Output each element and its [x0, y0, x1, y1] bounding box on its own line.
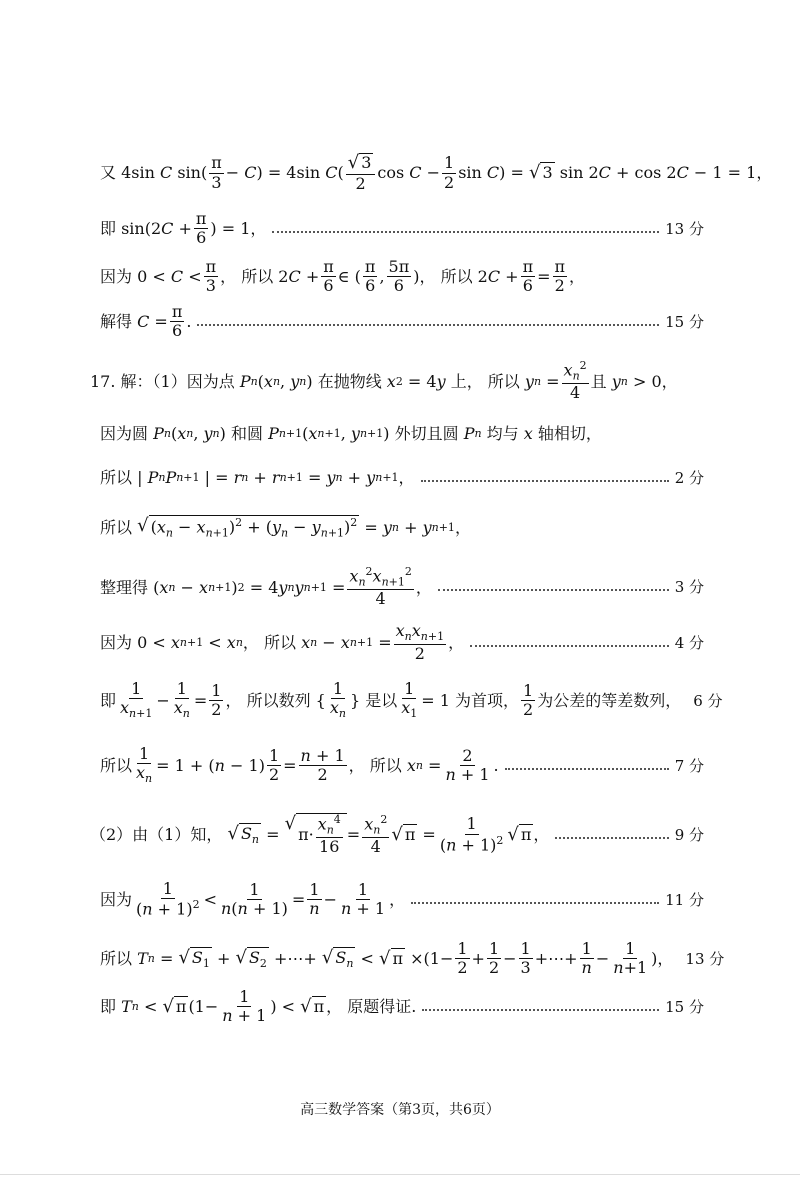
dot-leader [438, 589, 669, 591]
math-expression: 因为 0 < C < $\frac{\pi}{3}$ ， 所以 2 C + $\frac{\pi}{6}$ ∈ ( $\frac{\pi}{6}$ , $\frac{5\pi}{6}$ )， 所以 2 C + $\frac{\pi}{6}$ = $\frac{\pi}{2}$ ， [100, 257, 586, 296]
solution-line-9 [100, 566, 704, 609]
math-expression: 即 sin(2 C + $\frac{\pi}{6}$ ) = 1， [100, 209, 267, 248]
score-label: 2 分 [674, 468, 704, 487]
score-label: 9 分 [674, 825, 704, 844]
dot-leader [421, 480, 669, 482]
dot-leader [197, 324, 659, 326]
solution-line-14 [100, 880, 704, 919]
math-expression: 因为 $\frac{1}{(n + 1)^2}$ < $\frac{1}{n(n + 1)}$ = $\frac{1}{n}$ − $\frac{1}{n + 1}$ ， [100, 879, 406, 919]
math-expression: 所以 T n = √ $S_1$ + √ $S_2$ +⋯+ √ $S_n$ < √ π ×(1− $\frac{1}{2}$ + $\frac{1}{2}$ − $\frac{1}{3}$ +⋯+ $\frac{1}{n}$ − $\frac{1}{n+1}$ )， [100, 939, 674, 978]
score-label: 4 分 [674, 633, 704, 652]
math-expression: 所以 $\frac{1}{x_n}$ = 1 + ( n − 1) $\frac{1}{2}$ = $\frac{n + 1}{2}$ ， 所以 x n = $\frac{2}{n + 1}$ . [100, 744, 499, 786]
score-label: 7 分 [674, 756, 704, 775]
solution-line-16 [100, 988, 704, 1026]
score-label: 3 分 [674, 578, 704, 597]
dot-leader [470, 645, 669, 647]
math-expression: 因为 0 < x n+1 < x n ， 所以 x n − x n+1 = $\frac{x_nx_{n+1}}{2}$ ， [100, 621, 465, 663]
score-label: 15 分 [665, 997, 704, 1016]
score-label: 15 分 [665, 312, 704, 331]
dot-leader [411, 902, 659, 904]
solution-line-12 [100, 745, 704, 786]
solution-line-8 [100, 515, 704, 540]
page-footer: 高三数学答案（第3页，共6页） [300, 1102, 500, 1118]
solution-line-10 [100, 622, 704, 663]
math-expression: 因为圆 P n ( x n , y n ) 和圆 P n+1 ( x n+1 , y n+1 ) 外切且圆 P n 均与 x 轴相切， [100, 424, 602, 443]
math-expression: 所以 √ $(x_n - x_{n+1})^2 + (y_n - y_{n+1})^2$ = y n + y n+1 ， [100, 515, 471, 540]
math-expression: 所以 | P n P n+1 | = r n + r n+1 = y n + y n+1 ， [100, 468, 415, 487]
solution-line-2 [100, 210, 704, 248]
dot-leader [555, 837, 668, 839]
score-label: 11 分 [665, 890, 704, 909]
score-label: 13 分 [665, 219, 704, 238]
dot-leader [422, 1009, 659, 1011]
math-expression: （2）由（1）知， √ $S_n$ = √ π· $\frac{x_n^4}{16}$ = $\frac{x_n^2}{4}$ √ π = $\frac{1}{(n + 1)^2}$ √ π ， [90, 812, 550, 857]
bottom-divider [0, 1174, 800, 1175]
math-expression: 又 4sin C sin( $\frac{\pi}{3}$ − C ) = 4sin C ( √ 3 2 cos C − $\frac{1}{2}$ sin C ) = √ 3 sin 2 C + cos 2 C − 1 = 1， [100, 152, 773, 193]
math-expression: 解得 C = $\frac{\pi}{6}$ . [100, 302, 192, 341]
dot-leader [272, 231, 659, 233]
solution-line-5 [90, 360, 704, 403]
solution-line-7 [100, 468, 704, 487]
solution-line-3 [100, 258, 704, 296]
solution-line-11 [100, 679, 723, 721]
math-expression: 17. 解：（1）因为点 P n ( x n , y n ) 在抛物线 x 2 = 4 y 上， 所以 y n = $\frac{x_n^2}{4}$ 且 y n > 0， [90, 359, 678, 403]
solution-line-4 [100, 303, 704, 341]
score-label: 13 分 [685, 949, 725, 968]
dot-leader [505, 768, 669, 770]
solution-line-13 [90, 813, 704, 857]
score-label: 6 分 [693, 691, 723, 710]
solution-line-15 [100, 939, 725, 978]
solution-line-1 [100, 152, 773, 193]
math-expression: 即 $\frac{1}{x_{n+1}}$ − $\frac{1}{x_n}$ = $\frac{1}{2}$ ， 所以数列 { $\frac{1}{x_n}$ } 是以 $\frac{1}{x_1}$ = 1 为首项， $\frac{1}{2}$ 为公差的等差数列， [100, 679, 682, 721]
solution-line-6 [100, 424, 704, 443]
math-expression: 整理得 ( x n − x n+1 ) 2 = 4 y n y n+1 = $\frac{x_n^2x_{n+1}^2}{4}$ ， [100, 565, 432, 609]
math-expression: 即 T n < √ π (1− $\frac{1}{n + 1}$ ) < √ π ， 原题得证. [100, 987, 417, 1026]
